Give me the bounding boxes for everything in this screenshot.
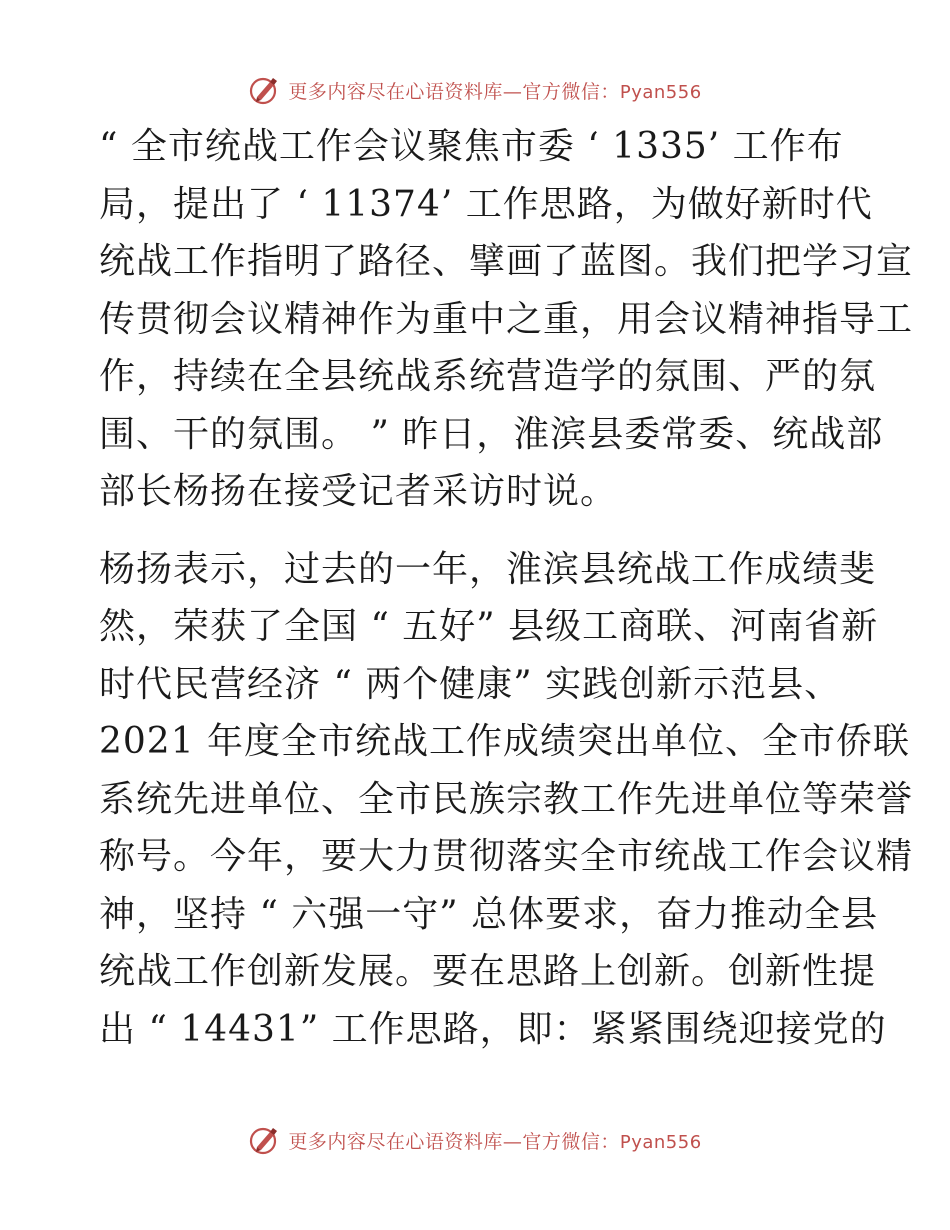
watermark-wechat-id: Pyan556 <box>619 1131 702 1153</box>
text-line: 统战工作指明了路径、擘画了蓝图。我们把学习宣 <box>99 241 914 282</box>
watermark-text <box>288 77 701 104</box>
text-line: 出 “ 14431” 工作思路，即：紧紧围绕迎接党的 <box>99 1008 887 1050</box>
watermark-wechat-id: Pyan556 <box>619 81 702 103</box>
paragraph-2 <box>99 541 914 1059</box>
text-line: 局，提出了 ‘ 11374’ 工作思路，为做好新时代 <box>99 183 873 225</box>
document-body <box>99 118 914 1058</box>
watermark-cn-text: 更多内容尽在心语资料库—官方微信： <box>288 80 620 103</box>
text-line: 2021 年度全市统战工作成绩突出单位、全市侨联 <box>99 721 911 762</box>
text-line: 杨扬表示，过去的一年，淮滨县统战工作成绩斐 <box>99 548 877 590</box>
pen-circle-logo-icon <box>248 1123 282 1157</box>
watermark-text <box>288 1127 701 1154</box>
footer-watermark <box>0 1120 950 1160</box>
text-line: 围、干的氛围。 ” 昨日，淮滨县委常委、统战部 <box>99 413 884 455</box>
paragraph-spacer <box>99 521 859 541</box>
text-line: 称号。今年，要大力贯彻落实全市统战工作会议精 <box>99 836 914 877</box>
text-line: 系统先进单位、全市民族宗教工作先进单位等荣誉 <box>99 778 914 820</box>
watermark-cn-text: 更多内容尽在心语资料库—官方微信： <box>288 1130 620 1153</box>
pen-circle-logo-icon <box>248 73 282 107</box>
text-line: 部长杨扬在接受记者采访时说。 <box>99 471 618 512</box>
text-line: 神，坚持 “ 六强一守” 总体要求，奋力推动全县 <box>99 893 879 935</box>
text-line: 时代民营经济 “ 两个健康” 实践创新示范县、 <box>99 663 842 705</box>
text-line: 统战工作创新发展。要在思路上创新。创新性提 <box>99 951 877 992</box>
text-line: 作，持续在全县统战系统营造学的氛围、严的氛 <box>99 356 877 397</box>
text-line: 传贯彻会议精神作为重中之重，用会议精神指导工 <box>99 298 914 340</box>
header-watermark <box>0 70 950 110</box>
paragraph-1 <box>99 118 914 521</box>
text-line: 然，荣获了全国 “ 五好” 县级工商联、河南省新 <box>99 606 879 647</box>
text-line: “ 全市统战工作会议聚焦市委 ‘ 1335’ 工作布 <box>99 126 844 167</box>
